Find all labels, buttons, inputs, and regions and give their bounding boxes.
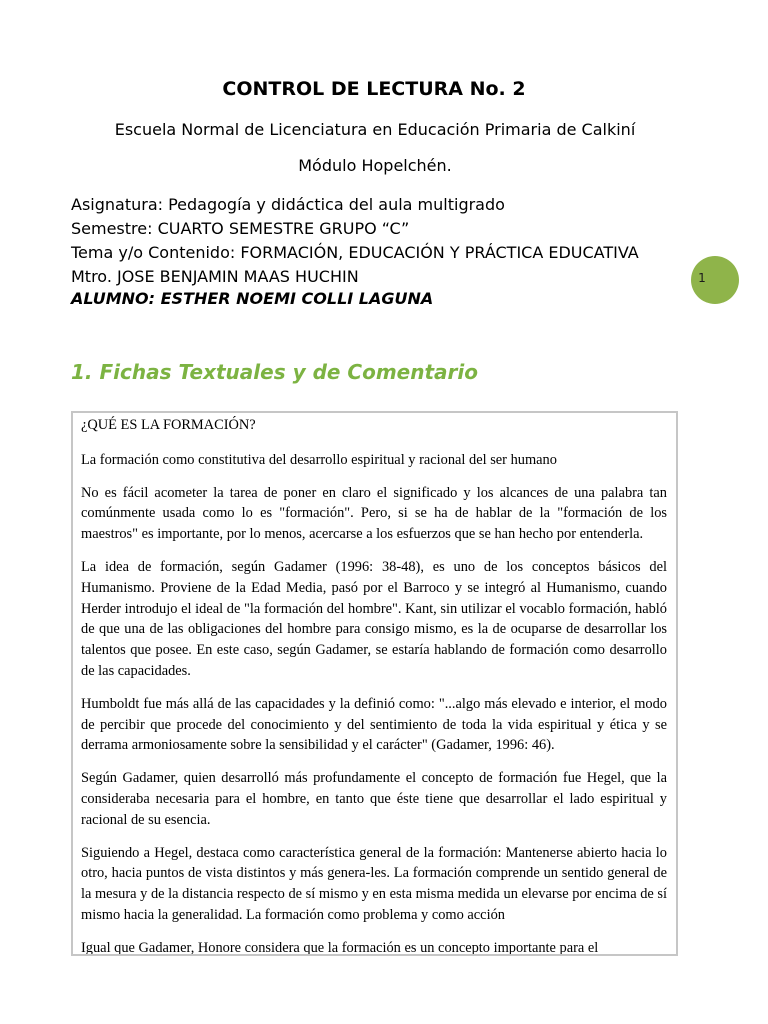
student-line: ALUMNO: ESTHER NOEMI COLLI LAGUNA xyxy=(71,289,434,308)
document-title: CONTROL DE LECTURA No. 2 xyxy=(222,78,526,100)
textbox-paragraph: La formación como constitutiva del desarrollo espiritual y racional del ser humano xyxy=(81,451,557,468)
textbox-paragraph: Humboldt fue más allá de las capacidades y la definió como: "...algo más elevado e interior, el modo de percibir que procede del conocimiento y del sentimiento de toda la vida espiritual y ética y se derrama armoniosamente sobre la sensibilidad y el carácter" (Gadamer, 1996: 46). xyxy=(81,695,667,754)
section-heading: 1. Fichas Textuales y de Comentario xyxy=(71,360,478,384)
teacher-line: Mtro. JOSE BENJAMIN MAAS HUCHIN xyxy=(71,267,359,286)
textbox-paragraph: Igual que Gadamer, Honore considera que la formación es un concepto importante para el xyxy=(81,939,599,956)
school-name: Escuela Normal de Licenciatura en Educación Primaria de Calkiní xyxy=(114,120,636,139)
document-info xyxy=(71,193,678,309)
topic-line: Tema y/o Contenido: FORMACIÓN, EDUCACIÓN Y PRÁCTICA EDUCATIVA xyxy=(71,243,639,262)
page-number-badge xyxy=(691,256,739,304)
page-number: 1 xyxy=(698,271,706,285)
textbox-paragraph: Según Gadamer, quien desarrolló más profundamente el concepto de formación fue Hegel, que la consideraba necesaria para el hombre, en tanto que éste tiene que desarrollar el lado espiritual y racional de su esencia. xyxy=(81,770,667,828)
subject-line: Asignatura: Pedagogía y didáctica del aula multigrado xyxy=(71,195,505,214)
textbox-paragraph: La idea de formación, según Gadamer (1996: 38-48), es uno de los conceptos básicos del Humanismo. Proviene de la Edad Media, pasó por el Barroco y se integró al Humanismo, cuando Herder introdujo el ideal de "la formación del hombre". Kant, sin utilizar el vocablo formación, habló de que una de las obligaciones del hombre para consigo mismo, es la de ocuparse de desarrollar los talentos que posee. En este caso, según Gadamer, se estaría hablando de formación como desarrollo de las capacidades. xyxy=(81,558,667,679)
textbox-paragraph: No es fácil acometer la tarea de poner en claro el significado y los alcances de una palabra tan comúnmente usada como lo es "formación". Pero, si se ha de hablar de la "formación de los maestros" es importante, por lo menos, acercarse a los esfuerzos que se han hecho por entenderla. xyxy=(81,484,667,543)
reading-textbox xyxy=(71,411,678,956)
textbox-paragraph: Siguiendo a Hegel, destaca como característica general de la formación: Mantenerse abierto hacia lo otro, hacia puntos de vista distintos y más genera-les. La formación comprende un sentido general de la mesura y de la distancia respecto de sí mismo y en esta misma medida un elevarse por encima de sí mismo hacia la generalidad. La formación como problema y como acción xyxy=(81,844,667,923)
module-name: Módulo Hopelchén. xyxy=(298,156,452,175)
textbox-content xyxy=(73,413,676,956)
textbox-question: ¿QUÉ ES LA FORMACIÓN? xyxy=(81,417,256,433)
semester-line: Semestre: CUARTO SEMESTRE GRUPO “C” xyxy=(71,219,410,238)
